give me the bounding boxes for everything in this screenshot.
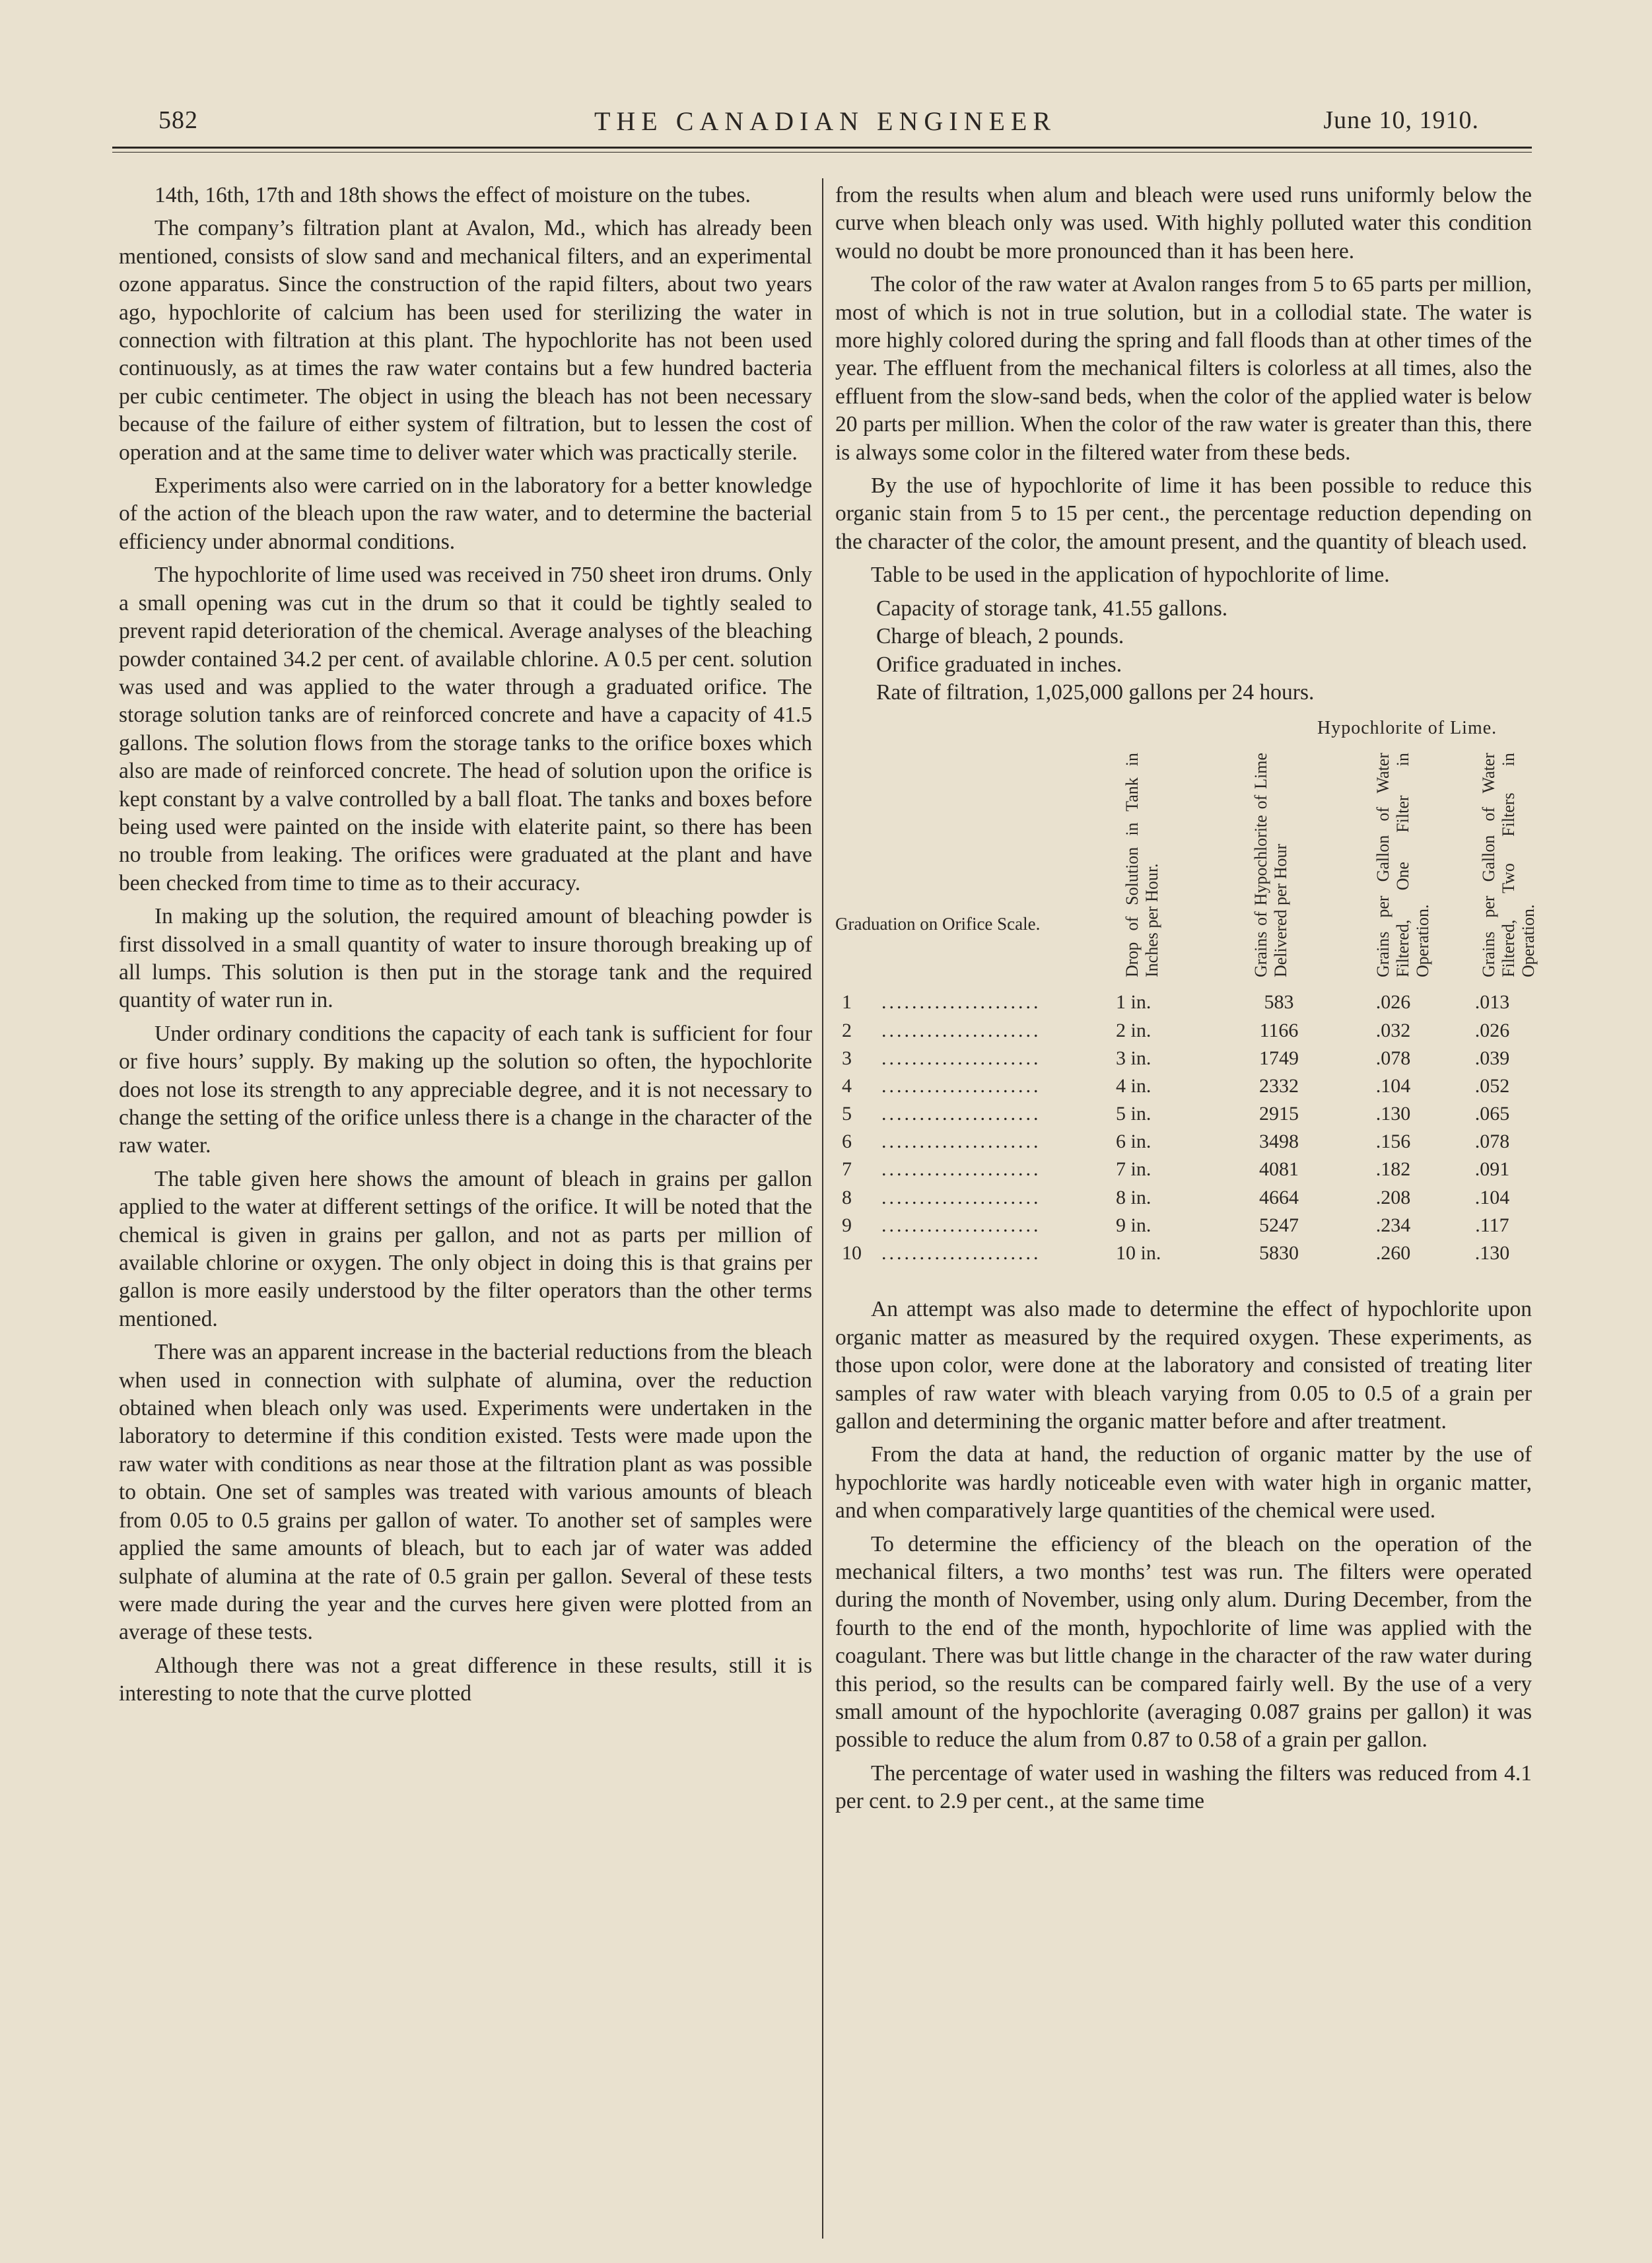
leader-dots: ..................... (881, 1158, 1041, 1181)
table-row (835, 989, 1535, 1016)
table-spec-line: Capacity of storage tank, 41.55 gallons. (876, 596, 1228, 621)
leader-dots: ..................... (881, 1242, 1041, 1264)
table-column-header: Grains of Hypochlorite of Lime Delivered per Hour (1251, 753, 1290, 978)
table-column-header: Grains per Gallon of Water Filtered, One Filter in Operation. (1373, 753, 1432, 978)
paragraph: The table given here shows the amount of bleach in grains per gallon applied to the water at different settings of the orifice. It will be noted that the chemical is given in grains per gallon, and not as parts per million of available chlorine or oxygen. The only object in doing this is that grains per gallon is more easily understood by the filter operators than the other terms mentioned. (119, 1166, 812, 1331)
table-cell: 10 (842, 1242, 862, 1264)
table-cell: .182 (1375, 1158, 1411, 1181)
hypochlorite-table (835, 714, 1538, 1296)
paragraph: The company’s filtration plant at Avalon, Md., which has already been mentioned, consists of slow sand and mechanical filters, and an experimental ozone apparatus. Since the construction of the rapid filters, about two years ago, hypochlorite of calcium has been used for sterilizing the water in connection with filtration at this plant. The hypochlorite has not been used continuously, as at times the raw water contains but a few hundred bacteria per cubic centimeter. The object in using the bleach has not been necessary because of the failure of either system of filtration, but to lessen the cost of operation and at the same time to deliver water which was practically sterile. (119, 216, 812, 465)
table-cell: 2 in. (1116, 1019, 1152, 1041)
table-column-header: Grains per Gallon of Water Filtered, Two Filters in Operation. (1479, 753, 1538, 978)
paragraph: The color of the raw water at Avalon ranges from 5 to 65 parts per million, most of which is not in true solution, but in a collodial state. The water is more highly colored during the spring and fall floods than at other times of the year. The effluent from the mechanical filters is colorless at all times, also the effluent from the slow-sand beds, when the color of the applied water is below 20 parts per million. When the color of the raw water is greater than this, there is always some color in the filtered water from these beds. (835, 272, 1532, 465)
table-cell: 8 in. (1116, 1186, 1152, 1208)
table-spec-line: Orifice graduated in inches. (876, 652, 1122, 677)
table-cell: .013 (1474, 991, 1510, 1014)
table-cell: 8 (842, 1186, 852, 1208)
table-cell: 4081 (1259, 1158, 1299, 1181)
table-row (835, 1239, 1535, 1267)
paragraph: In making up the solution, the required amount of bleaching powder is first dissolved in a small quantity of water to insure thorough breaking up of all lumps. This solution is then put in the storage tank and the required quantity of water run in. (119, 904, 812, 1013)
column-divider (822, 178, 823, 2239)
paragraph: The hypochlorite of lime used was received in 750 sheet iron drums. Only a small opening was cut in the drum so that it could be tightly sealed to prevent rapid deterioration of the chemical. Average analyses of the bleaching powder contained 34.2 per cent. of available chlorine. A 0.5 per cent. solution was used and was applied to the water through a graduated orifice. The storage solution tanks are of reinforced concrete and have a capacity of 41.5 gallons. The solution flows from the storage tanks to the orifice boxes which also are made of reinforced concrete. The head of solution upon the orifice is kept constant by a valve controlled by a ball float. The tanks and boxes before being used were painted on the inside with elaterite paint, so there has been no trouble from leaking. The orifices were graduated at the plant and have been checked from time to time as to their accuracy. (119, 563, 812, 895)
table-cell: 3 in. (1116, 1047, 1152, 1069)
table-cell: .078 (1375, 1047, 1411, 1069)
table-cell: 583 (1264, 991, 1294, 1014)
table-cell: .052 (1474, 1074, 1510, 1097)
table-spec-line: Rate of filtration, 1,025,000 gallons per 24 hours. (876, 679, 1315, 705)
table-cell: 2915 (1259, 1103, 1299, 1125)
paragraph: Table to be used in the application of hypochlorite of lime. (871, 563, 1390, 588)
journal-title: THE CANADIAN ENGINEER (594, 106, 1057, 136)
table-cell: 4 in. (1116, 1074, 1152, 1097)
paragraph: from the results when alum and bleach were used runs uniformly below the curve when bleach only was used. With highly polluted water this condition would no doubt be more pronounced than it has been here. (835, 183, 1532, 263)
table-cell: .117 (1475, 1214, 1509, 1236)
table-cell: 4664 (1259, 1186, 1299, 1208)
paragraph: Under ordinary conditions the capacity of each tank is sufficient for four or five hours’ supply. By making up the solution so often, the hypochlorite does not lose its strength to any appreciable degree, and it is not necessary to change the setting of the orifice unless there is a change in the character of the raw water. (119, 1021, 812, 1158)
table-cell: 6 (842, 1131, 852, 1153)
table-cell: .091 (1474, 1158, 1510, 1181)
paragraph: From the data at hand, the reduction of organic matter by the use of hypochlorite was hardly noticeable even with water high in organic matter, and when comparatively large quantities of the chemical were used. (835, 1442, 1532, 1523)
table-row (835, 1212, 1535, 1239)
table-group-header: Hypochlorite of Lime. (1317, 718, 1497, 739)
leader-dots: ..................... (881, 1214, 1041, 1236)
paragraph: By the use of hypochlorite of lime it has been possible to reduce this organic stain from 5 to 15 per cent., the percentage reduction depending on the character of the color, the amount present, and the quantity of bleach used. (835, 473, 1532, 554)
table-cell: .208 (1375, 1186, 1411, 1208)
table-cell: 7 in. (1116, 1158, 1152, 1181)
paragraph: An attempt was also made to determine the effect of hypochlorite upon organic matter as measured by the required oxygen. These experiments, as those upon color, were done at the laboratory and consisted of treating liter samples of raw water with bleach varying from 0.05 to 0.5 of a grain per gallon and determining the organic matter before and after treatment. (835, 1297, 1532, 1434)
table-row (835, 1156, 1535, 1183)
table-cell: .026 (1375, 991, 1411, 1014)
table-cell: .130 (1375, 1103, 1411, 1125)
table-cell: 4 (842, 1074, 852, 1097)
table-cell: 1166 (1259, 1019, 1299, 1041)
leader-dots: ..................... (881, 1047, 1041, 1069)
table-cell: .234 (1375, 1214, 1411, 1236)
table-cell: .026 (1474, 1019, 1510, 1041)
table-cell: 5 in. (1116, 1103, 1152, 1125)
leader-dots: ..................... (881, 1074, 1041, 1097)
table-column-header: Drop of Solution in Tank in Inches per Hour. (1122, 753, 1161, 978)
table-row (835, 1045, 1535, 1072)
paragraph: The percentage of water used in washing the filters was reduced from 4.1 per cent. to 2.9 per cent., at the same time (835, 1760, 1532, 1814)
table-spec-line: Charge of bleach, 2 pounds. (876, 624, 1124, 649)
leader-dots: ..................... (881, 1103, 1041, 1125)
table-row-header: Graduation on Orifice Scale. (835, 914, 1041, 934)
header-rule (112, 147, 1532, 149)
table-cell: .130 (1474, 1242, 1510, 1264)
leader-dots: ..................... (881, 1131, 1041, 1153)
table-cell: 1 in. (1116, 991, 1152, 1014)
page-header (158, 106, 1492, 145)
header-rule-thin (112, 152, 1532, 153)
paragraph: Experiments also were carried on in the laboratory for a better knowledge of the action of the bleach upon the raw water, and to determine the bacterial efficiency under abnormal conditions. (119, 473, 812, 554)
table-cell: 7 (842, 1158, 852, 1181)
table-cell: .032 (1375, 1019, 1411, 1041)
leader-dots: ..................... (881, 991, 1041, 1014)
leader-dots: ..................... (881, 1186, 1041, 1208)
table-row (835, 1184, 1535, 1212)
table-cell: 1 (842, 991, 852, 1014)
leader-dots: ..................... (881, 1019, 1041, 1041)
table-cell: 5247 (1259, 1214, 1299, 1236)
table-row (835, 1017, 1535, 1045)
table-cell: .156 (1375, 1131, 1411, 1153)
table-cell: .104 (1474, 1186, 1510, 1208)
table-cell: 10 in. (1116, 1242, 1161, 1264)
table-cell: 3 (842, 1047, 852, 1069)
paragraph: Although there was not a great difference in these results, still it is interesting to note that the curve plotted (119, 1653, 812, 1706)
table-cell: .078 (1474, 1131, 1510, 1153)
table-cell: 9 in. (1116, 1214, 1152, 1236)
table-cell: 3498 (1259, 1131, 1299, 1153)
table-row (835, 1128, 1535, 1156)
table-row (835, 1100, 1535, 1128)
table-cell: .260 (1375, 1242, 1411, 1264)
table-cell: 2332 (1259, 1074, 1299, 1097)
table-body (835, 989, 1535, 1267)
paragraph: There was an apparent increase in the bacterial reductions from the bleach when used in connection with sulphate of alumina, over the reduction obtained when bleach only was used. Experiments were undertaken in the laboratory to determine if this condition existed. Tests were made upon the raw water with conditions as near those at the filtration plant as was possible to obtain. One set of samples was treated with various amounts of bleach from 0.05 to 0.5 grains per gallon of water. To another set of samples were applied the same amounts of bleach, but to each jar of water was added sulphate of alumina at the rate of 0.5 grain per gallon. Several of these tests were made during the year and the curves here given were plotted from an average of these tests. (119, 1340, 812, 1645)
table-cell: 9 (842, 1214, 852, 1236)
table-cell: 2 (842, 1019, 852, 1041)
issue-date: June 10, 1910. (1323, 106, 1479, 134)
right-column (835, 182, 1538, 1821)
table-cell: 6 in. (1116, 1131, 1152, 1153)
left-column (119, 182, 812, 1714)
table-cell: .039 (1474, 1047, 1510, 1069)
table-cell: 1749 (1259, 1047, 1299, 1069)
paragraph: 14th, 16th, 17th and 18th shows the effect of moisture on the tubes. (155, 183, 751, 207)
page-number: 582 (158, 106, 198, 134)
table-cell: .065 (1474, 1103, 1510, 1125)
table-cell: 5 (842, 1103, 852, 1125)
table-row (835, 1072, 1535, 1100)
table-cell: 5830 (1259, 1242, 1299, 1264)
paragraph: To determine the efficiency of the bleach on the operation of the mechanical filters, a two months’ test was run. The filters were operated during the month of November, using only alum. During December, from the fourth to the end of the month, hypochlorite of lime was applied with the coagulant. There was but little change in the character of the raw water during this period, so the results can be compared fairly well. By the use of a very small amount of the hypochlorite (averaging 0.087 grains per gallon) it was possible to reduce the alum from 0.87 to 0.58 of a grain per gallon. (835, 1531, 1532, 1753)
table-cell: .104 (1375, 1074, 1411, 1097)
